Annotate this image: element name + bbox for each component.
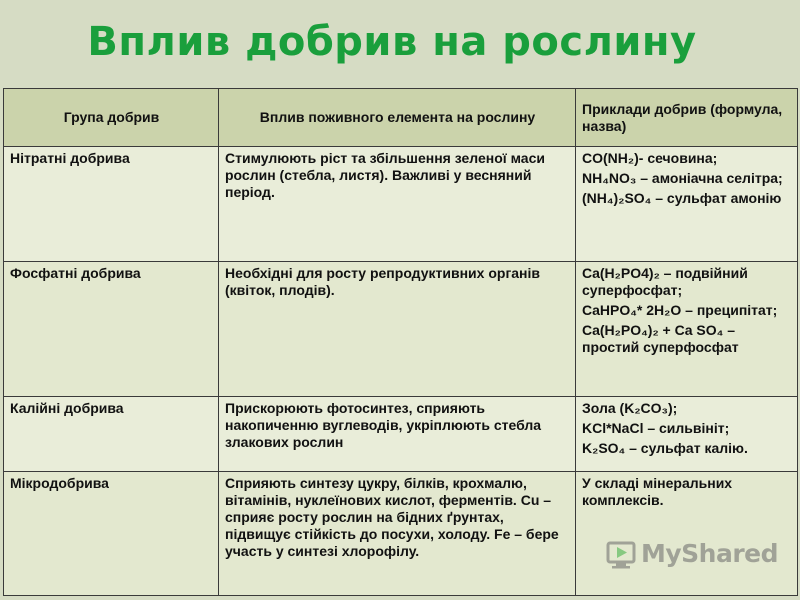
myshared-logo-icon [605, 536, 639, 570]
fertilizer-example: KCl*NaCl – сильвініт; [582, 420, 730, 436]
slide-title: Вплив добрив на рослину [87, 19, 697, 65]
table-row [4, 262, 798, 397]
fertilizer-examples-cell [576, 262, 798, 397]
fertilizer-example: У складі мінеральних комплексів. [582, 475, 733, 508]
fertilizer-group-cell: Калійні добрива [4, 397, 219, 472]
table-header-row [4, 89, 798, 147]
table-row [4, 147, 798, 262]
fertilizer-example: NH₄NO₃ – амоніачна селітра; [582, 170, 783, 186]
watermark-text: MyShared [641, 538, 779, 568]
header-fertilizer-examples: Приклади добрив (формула, назва) [576, 89, 798, 147]
fertilizer-example: Ca(H₂PO4)₂ – подвійний суперфосфат; [582, 265, 748, 298]
fertilizer-example: (NH₄)₂SO₄ – сульфат амонію [582, 190, 782, 206]
fertilizer-examples-cell [576, 397, 798, 472]
table-row [4, 472, 798, 596]
nutrient-effect-cell: Стимулюють ріст та збільшення зеленої маси рослин (стебла, листя). Важливі у весняний період. [219, 147, 576, 262]
nutrient-effect-cell: Необхідні для росту репродуктивних органів (квіток, плодів). [219, 262, 576, 397]
fertilizer-examples-cell [576, 147, 798, 262]
fertilizer-group-cell: Нітратні добрива [4, 147, 219, 262]
header-fertilizer-group: Група добрив [4, 89, 219, 147]
fertilizer-example: CaHPO₄* 2H₂O – преципітат; [582, 302, 778, 318]
fertilizer-group-cell: Фосфатні добрива [4, 262, 219, 397]
fertilizer-example: Ca(H₂PO₄)₂ + Ca SO₄ – простий суперфосфат [582, 322, 739, 355]
fertilizer-group-cell: Мікродобрива [4, 472, 219, 596]
fertilizer-examples-cell [576, 472, 798, 596]
nutrient-effect-cell: Прискорюють фотосинтез, сприяють накопиченню вуглеводів, укріплюють стебла злакових рослин [219, 397, 576, 472]
fertilizer-example: CO(NH₂)- сечовина; [582, 150, 718, 166]
fertilizer-example: Зола (K₂CO₃); [582, 400, 678, 416]
watermark [605, 535, 778, 571]
table-row [4, 397, 798, 472]
fertilizer-table [3, 88, 798, 596]
fertilizer-example: K₂SO₄ – сульфат калію. [582, 440, 748, 456]
nutrient-effect-cell: Сприяють синтезу цукру, білків, крохмалю, вітамінів, нуклеїнових кислот, ферментів. Cu – сприяє росту рослин на бідних ґрунтах, підвищує стійкість до посухи, холоду. Fe – бере участь у синтезі хлорофілу. [219, 472, 576, 596]
header-nutrient-effect: Вплив поживного елемента на рослину [219, 89, 576, 147]
